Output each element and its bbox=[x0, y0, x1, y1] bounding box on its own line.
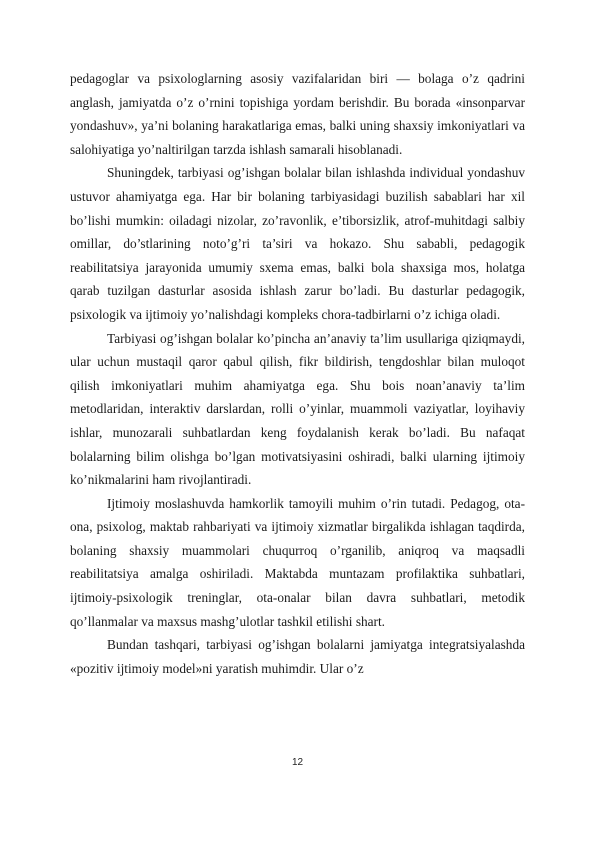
paragraph-1: pedagoglar va psixologlarning asosiy vazifalaridan biri — bolaga o’z qadrini anglash, jamiyatda o’z o’rnini topishiga yordam berishdir. Bu borada «insonparvar yondashuv», ya’ni bolaning harakatlariga emas, balki uning shaxsiy imkoniyatlari va salohiyatiga yo’naltirilgan tarzda ishlash samarali hisoblanadi. bbox=[70, 71, 525, 157]
document-body bbox=[70, 67, 525, 680]
page-number: 12 bbox=[291, 757, 304, 768]
paragraph-2: Shuningdek, tarbiyasi og’ishgan bolalar bilan ishlashda individual yondashuv ustuvor ahamiyatga ega. Har bir bolaning tarbiyasidagi buzilish sabablari har xil bo’lishi mumkin: oiladagi nizolar, zo’ravonlik, e’tiborsizlik, atrof-muhitdagi salbiy omillar, do’stlarining noto’g’ri ta’siri va hokazo. Shu sababli, pedagogik reabilitatsiya jarayonida umumiy sxema emas, balki bola shaxsiga mos, holatga qarab tuzilgan dasturlar asosida ishlash zarur bo’ladi. Bu dasturlar pedagogik, psixologik va ijtimoiy yo’nalishdagi kompleks chora-tadbirlarni o’z ichiga oladi. bbox=[70, 165, 525, 322]
paragraph-5: Bundan tashqari, tarbiyasi og’ishgan bolalarni jamiyatga integratsiyalashda «pozitiv ijtimoiy model»ni yaratish muhimdir. Ular o’z bbox=[70, 637, 525, 676]
paragraph-4: Ijtimoiy moslashuvda hamkorlik tamoyili muhim o’rin tutadi. Pedagog, ota-ona, psixolog, maktab rahbariyati va ijtimoiy xizmatlar birgalikda ishlagan taqdirda, bolaning shaxsiy muammolari chuqurroq o’rganilib, aniqroq va maqsadli reabilitatsiya amalga oshiriladi. Maktabda muntazam profilaktika suhbatlari, ijtimoiy-psixologik treninglar, ota-onalar bilan davra suhbatlari, metodik qo’llanmalar va maxsus mashg’ulotlar tashkil etilishi shart. bbox=[70, 495, 525, 629]
paragraph-3: Tarbiyasi og’ishgan bolalar ko’pincha an’anaviy ta’lim usullariga qiziqmaydi, ular uchun mustaqil qaror qabul qilish, fikr bildirish, tengdoshlar bilan muloqot qilish imkoniyatlari muhim ahamiyatga ega. Shu bois noan’anaviy ta’lim metodlaridan, interaktiv darslardan, rolli o’yinlar, muammoli vaziyatlar, loyihaviy ishlar, munozarali suhbatlardan keng foydalanish kerak bo’ladi. Bu nafaqat bolalarning bilim olishga bo’lgan motivatsiyasini oshiradi, balki ularning ijtimoiy ko’nikmalarini ham rivojlantiradi. bbox=[70, 330, 525, 488]
